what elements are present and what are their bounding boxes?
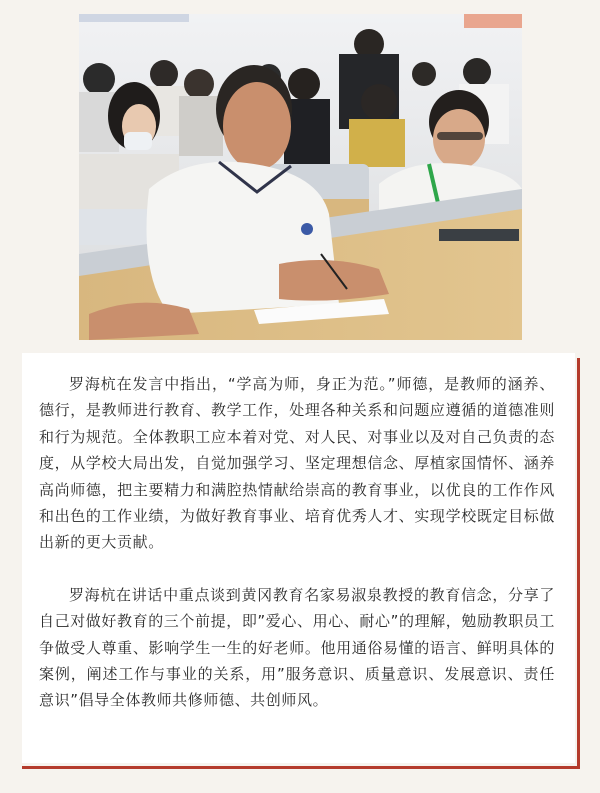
- training-photo: [79, 14, 522, 340]
- training-photo-illustration: [79, 14, 522, 340]
- article-paragraph-1: 罗海杭在发言中指出，“学高为师，身正为范。”师德，是教师的涵养、德行，是教师进行教育、教学工作，处理各种关系和问题应遵循的道德准则和行为规范。全体教职工应本着对党、对人民、对事业以及对自己负责的态度，从学校大局出发，自觉加强学习、坚定理想信念、厚植家国情怀、涵养高尚师德，把主要精力和满腔热情献给崇高的教育事业，以优良的工作作风和出色的工作业绩，为做好教育事业、培育优秀人才、实现学校既定目标做出新的更大贡献。: [39, 375, 555, 552]
- article-body: [39, 371, 555, 714]
- article-paragraph-2: 罗海杭在讲话中重点谈到黄冈教育名家易淑泉教授的教育信念，分享了自己对做好教育的三个前提，即”爱心、用心、耐心”的理解，勉励教职员工争做受人尊重、影响学生一生的好老师。他用通俗易懂的语言、鲜明具体的案例，阐述工作与事业的关系，用”服务意识、质量意识、发展意识、责任意识”倡导全体教师共修师德、共创师风。: [39, 585, 555, 710]
